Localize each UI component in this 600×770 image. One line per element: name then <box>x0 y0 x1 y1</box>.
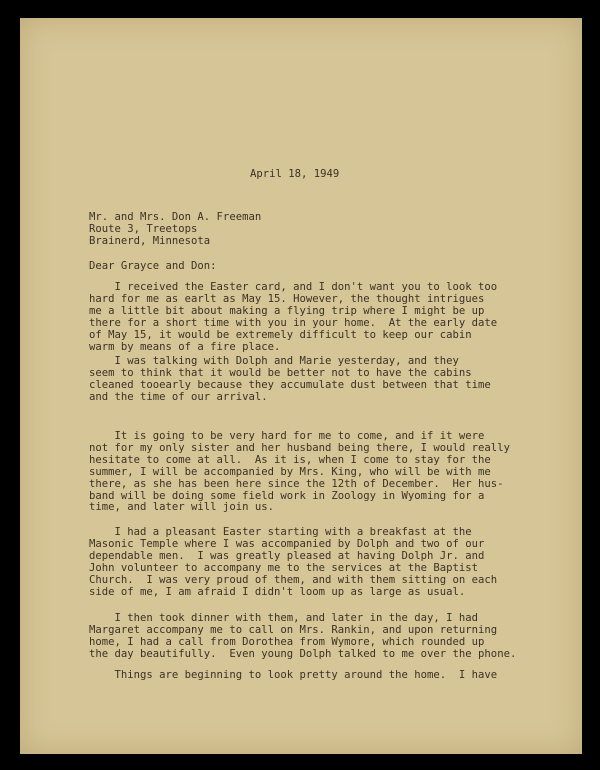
paragraph <box>89 356 491 404</box>
text-line: I received the Easter card, and I don't want you to look too <box>89 281 498 293</box>
text-line: It is going to be very hard for me to come, and if it were <box>89 430 485 442</box>
text-line: I then took dinner with them, and later in the day, I had <box>89 612 479 624</box>
text-line: not for my only sister and her husband being there, I would really <box>89 441 510 454</box>
typed-letter <box>20 18 582 754</box>
paragraph <box>89 282 497 353</box>
text-line: Masonic Temple where I was accompanied by Dolph and two of our <box>89 537 485 550</box>
text-line: time, and later will join us. <box>89 501 274 514</box>
letter-page <box>20 18 582 754</box>
paragraph <box>89 613 516 661</box>
text-line: seem to think that it would be better not to have the cabins <box>89 366 472 379</box>
text-line: band will be doing some field work in Zoology in Wyoming for a <box>89 489 485 502</box>
salutation: Dear Grayce and Don: <box>89 260 217 272</box>
text-line: I had a pleasant Easter starting with a breakfast at the <box>89 526 472 538</box>
text-line: there, as she has been here since the 12th of December. Her hus- <box>89 477 504 490</box>
text-line: warm by means of a fire place. <box>89 340 281 353</box>
text-line: home, I had a call from Dorothea from Wymore, which rounded up <box>89 635 485 648</box>
letter-date: April 18, 1949 <box>250 168 340 180</box>
text-line: I was talking with Dolph and Marie yesterday, and they <box>89 355 459 367</box>
text-line: there for a short time with you in your home. At the early date <box>89 316 498 329</box>
text-line: Church. I was very proud of them, and with them sitting on each <box>89 573 498 586</box>
paragraph <box>89 670 497 682</box>
text-line: summer, I will be accompanied by Mrs. King, who will be with me <box>89 465 491 478</box>
text-line: dependable men. I was greatly pleased at having Dolph Jr. and <box>89 549 485 562</box>
text-line: Margaret accompany me to call on Mrs. Rankin, and upon returning <box>89 623 498 636</box>
text-line: hesitate to come at all. As it is, when I come to stay for the <box>89 453 491 466</box>
text-line: Things are beginning to look pretty around the home. I have <box>89 669 498 681</box>
text-line: of May 15, it would be extremely difficult to keep our cabin <box>89 328 472 341</box>
paragraph <box>89 527 497 598</box>
text-line: and the time of our arrival. <box>89 390 268 403</box>
text-line: me a little bit about making a flying trip where I might be up <box>89 304 485 317</box>
address-line: Mr. and Mrs. Don A. Freeman <box>89 211 262 223</box>
text-line: side of me, I am afraid I didn't loom up as large as usual. <box>89 585 466 598</box>
address-line: Brainerd, Minnesota <box>89 234 211 247</box>
text-line: the day beautifully. Even young Dolph talked to me over the phone. <box>89 647 517 660</box>
address-line: Route 3, Treetops <box>89 222 198 235</box>
text-line: John volunteer to accompany me to the services at the Baptist <box>89 561 479 574</box>
paragraph <box>89 431 510 514</box>
text-line: hard for me as earlt as May 15. However, the thought intrigues <box>89 292 485 305</box>
text-line: cleaned tooearly because they accumulate dust between that time <box>89 378 491 391</box>
recipient-address <box>89 212 261 248</box>
